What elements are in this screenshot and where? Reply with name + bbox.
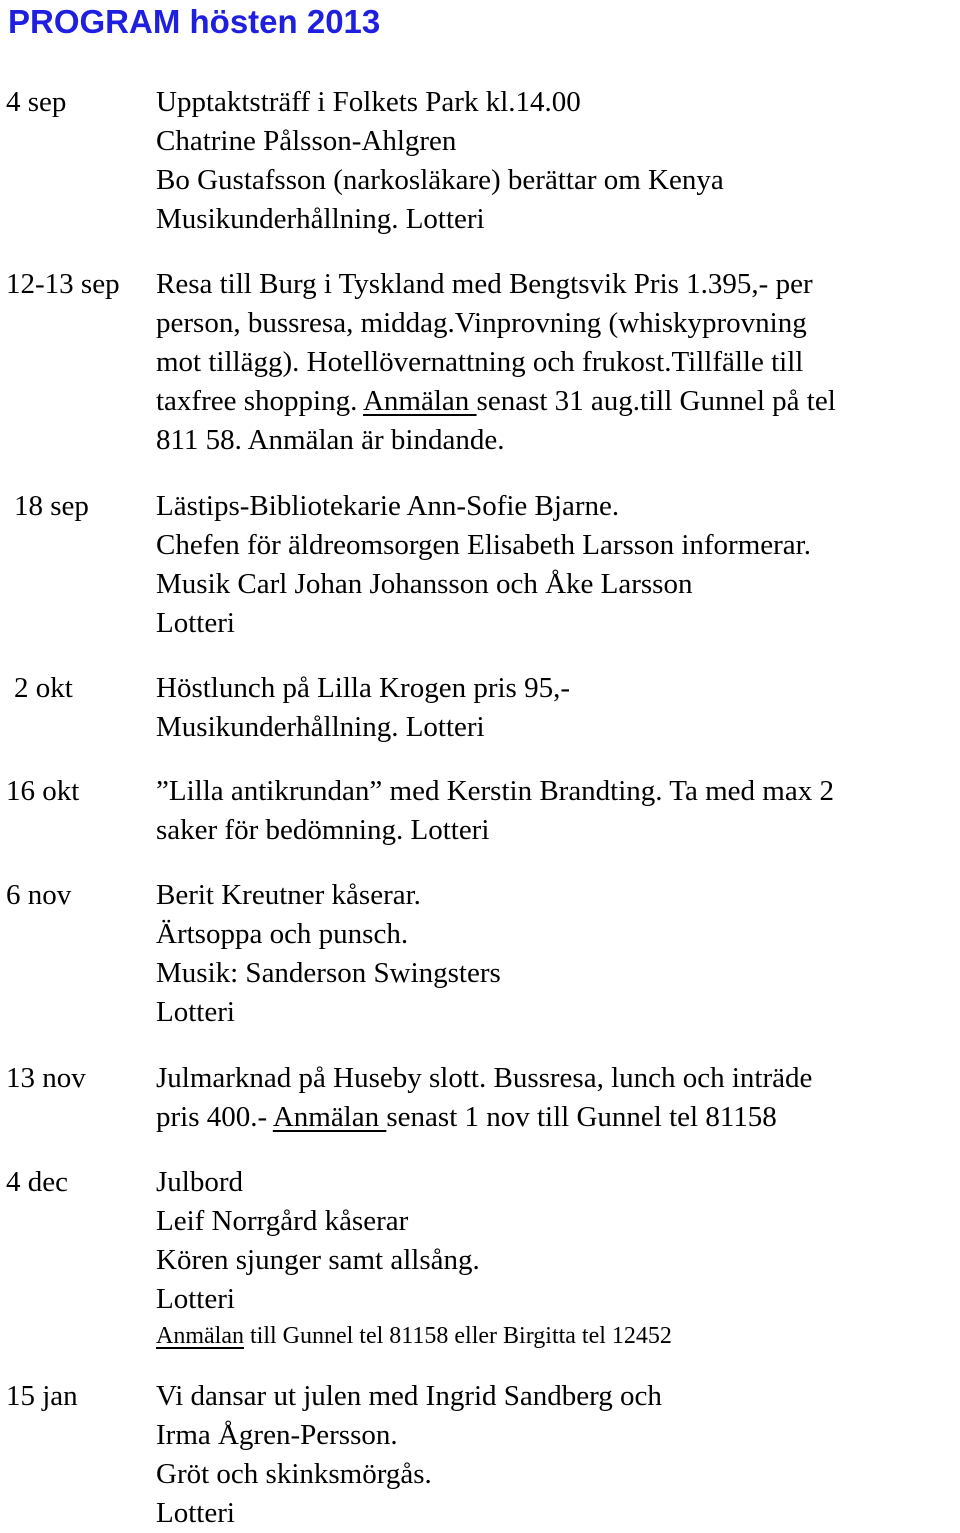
entry-line: [156, 954, 501, 993]
line-text: Vi dansar ut julen med Ingrid Sandberg och: [156, 1380, 662, 1412]
line-text: Kören sjunger samt allsång.: [156, 1244, 480, 1276]
line-text: 811 58. Anmälan är bindande.: [156, 424, 505, 456]
entry-line: [156, 83, 581, 122]
line-text: mot tillägg). Hotellövernattning och frukost.Tillfälle till: [156, 346, 804, 378]
entry-line: [156, 161, 724, 200]
entry-date: 18 sep: [14, 490, 89, 522]
entry-line: [156, 1202, 408, 1241]
line-text: Musik: Sanderson Swingsters: [156, 957, 501, 989]
entry-line: [156, 1455, 432, 1494]
entry-line: [156, 1416, 398, 1455]
entry-line: [156, 1280, 235, 1319]
entry-line: [156, 811, 489, 850]
entry-date: 6 nov: [6, 879, 72, 911]
entry-line: [156, 487, 619, 526]
line-text: person, bussresa, middag.Vinprovning (whiskyprovning: [156, 307, 807, 339]
entry-line: [156, 772, 834, 811]
line-text: Musikunderhållning. Lotteri: [156, 203, 485, 235]
line-text: Irma Ågren-Persson.: [156, 1419, 398, 1451]
entry-date: 16 okt: [6, 775, 80, 807]
entry-line: [156, 1494, 235, 1533]
line-text: Lästips-Bibliotekarie Ann-Sofie Bjarne.: [156, 490, 620, 522]
line-text: Musikunderhållning. Lotteri: [156, 711, 485, 743]
page-title: PROGRAM hösten 2013: [8, 3, 381, 40]
signup-label: Anmälan: [156, 1323, 244, 1349]
line-text: Julbord: [156, 1166, 243, 1198]
line-text: Chefen för äldreomsorgen Elisabeth Larsson informerar.: [156, 529, 811, 561]
entry-line: [156, 304, 807, 343]
entry-line: [156, 565, 692, 604]
entry-line: [156, 1317, 672, 1356]
line-text: saker för bedömning. Lotteri: [156, 814, 490, 846]
entry-line: [156, 876, 421, 915]
line-text: Bo Gustafsson (narkosläkare) berättar om Kenya: [156, 164, 724, 196]
entry-line: [156, 1098, 777, 1137]
entry-line: [156, 265, 813, 304]
signup-label: Anmälan: [272, 1101, 387, 1133]
line-text: Berit Kreutner kåserar.: [156, 879, 421, 911]
entry-line: [156, 604, 235, 643]
entry-line: [156, 382, 836, 421]
line-text: Chatrine Pålsson-Ahlgren: [156, 125, 457, 157]
line-text: till Gunnel tel 81158 eller Birgitta tel 12452: [243, 1323, 672, 1349]
entry-line: [156, 669, 570, 708]
line-text: Lotteri: [156, 996, 235, 1028]
line-text: ”Lilla antikrundan” med Kerstin Brandting. Ta med max 2: [156, 775, 834, 807]
entry-line: [156, 1059, 812, 1098]
line-text: senast 31 aug.till Gunnel på tel: [476, 385, 836, 417]
line-text: Gröt och skinksmörgås.: [156, 1458, 432, 1490]
entry-date: 4 dec: [6, 1166, 68, 1198]
line-text: Ärtsoppa och punsch.: [156, 918, 409, 950]
entry-date: 12-13 sep: [6, 268, 120, 300]
entry-line: [156, 1377, 662, 1416]
line-text: Lotteri: [156, 1497, 235, 1529]
entry-line: [156, 343, 803, 382]
entry-line: [156, 200, 485, 239]
line-text: senast 1 nov till Gunnel tel 81158: [386, 1101, 777, 1133]
line-text: Musik Carl Johan Johansson och Åke Larsson: [156, 568, 693, 600]
line-text: Höstlunch på Lilla Krogen pris 95,-: [156, 672, 570, 704]
entry-date: 13 nov: [6, 1062, 86, 1094]
entry-date: 4 sep: [6, 86, 67, 118]
entry-line: [156, 915, 408, 954]
entry-date: 15 jan: [6, 1380, 78, 1412]
line-text: taxfree shopping.: [156, 385, 363, 417]
line-text: Upptaktsträff i Folkets Park kl.14.00: [156, 86, 581, 118]
line-text: Lotteri: [156, 607, 235, 639]
entry-line: [156, 708, 485, 747]
entry-line: [156, 993, 235, 1032]
signup-label: Anmälan: [362, 385, 477, 417]
entry-line: [156, 1163, 243, 1202]
entry-line: [156, 526, 811, 565]
entry-line: [156, 1241, 480, 1280]
line-text: Julmarknad på Huseby slott. Bussresa, lunch och inträde: [156, 1062, 813, 1094]
line-text: pris 400.-: [156, 1101, 273, 1133]
entry-date: 2 okt: [14, 672, 73, 704]
entry-line: [156, 421, 504, 460]
line-text: Lotteri: [156, 1283, 235, 1315]
entry-line: [156, 122, 456, 161]
line-text: Resa till Burg i Tyskland med Bengtsvik Pris 1.395,- per: [156, 268, 813, 300]
line-text: Leif Norrgård kåserar: [156, 1205, 409, 1237]
